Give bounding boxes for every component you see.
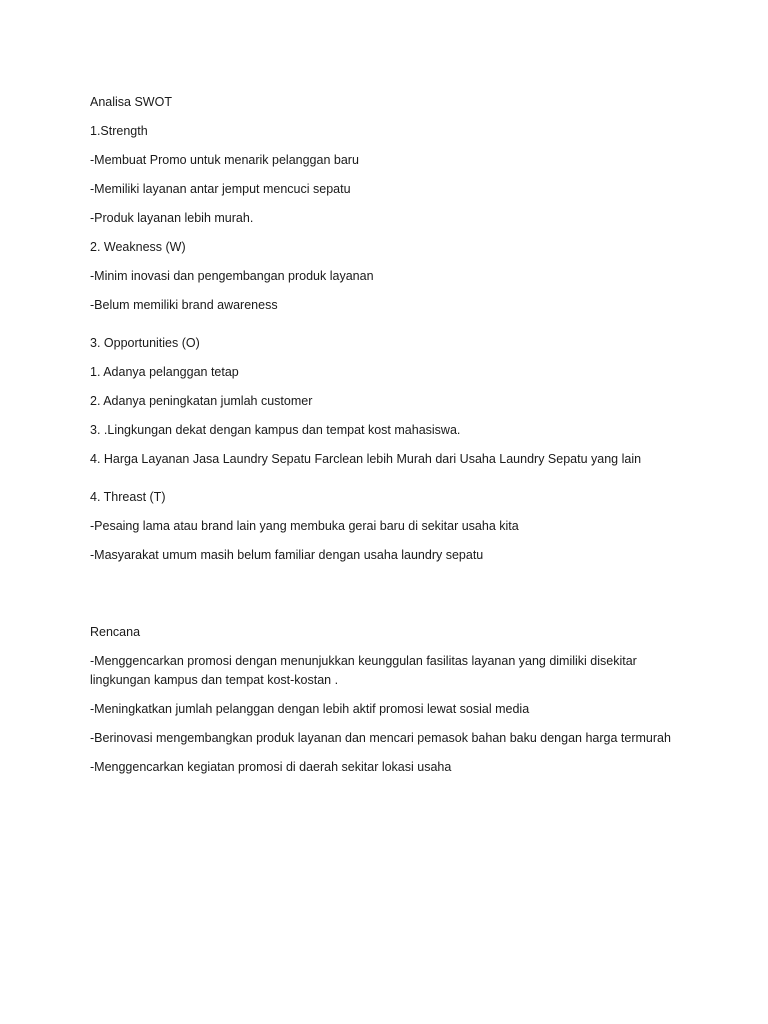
opportunities-heading: 3. Opportunities (O) <box>90 336 200 350</box>
document-title: Analisa SWOT <box>90 95 172 109</box>
threats-item: -Pesaing lama atau brand lain yang membuka gerai baru di sekitar usaha kita <box>90 519 519 533</box>
document-body <box>90 93 690 787</box>
opportunities-item: 4. Harga Layanan Jasa Laundry Sepatu Farclean lebih Murah dari Usaha Laundry Sepatu yang lain <box>90 452 642 466</box>
threats-item: -Masyarakat umum masih belum familiar dengan usaha laundry sepatu <box>90 548 484 562</box>
plan-item: -Berinovasi mengembangkan produk layanan dan mencari pemasok bahan baku dengan harga termurah <box>90 731 671 745</box>
plan-heading: Rencana <box>90 625 141 639</box>
opportunities-item: 3. .Lingkungan dekat dengan kampus dan tempat kost mahasiswa. <box>90 423 461 437</box>
weakness-item: -Belum memiliki brand awareness <box>90 298 278 312</box>
plan-item: -Menggencarkan promosi dengan menunjukkan keunggulan fasilitas layanan yang dimiliki disekitar lingkungan kampus dan tempat kost-kostan . <box>90 654 637 687</box>
threats-heading: 4. Threast (T) <box>90 490 166 504</box>
opportunities-item: 2. Adanya peningkatan jumlah customer <box>90 394 313 408</box>
opportunities-item: 1. Adanya pelanggan tetap <box>90 365 239 379</box>
weakness-item: -Minim inovasi dan pengembangan produk layanan <box>90 269 374 283</box>
plan-item: -Menggencarkan kegiatan promosi di daerah sekitar lokasi usaha <box>90 760 452 774</box>
plan-item: -Meningkatkan jumlah pelanggan dengan lebih aktif promosi lewat sosial media <box>90 702 530 716</box>
weakness-heading: 2. Weakness (W) <box>90 240 186 254</box>
strength-item: -Produk layanan lebih murah. <box>90 211 254 225</box>
strength-item: -Memiliki layanan antar jemput mencuci sepatu <box>90 182 351 196</box>
strength-item: -Membuat Promo untuk menarik pelanggan baru <box>90 153 359 167</box>
strength-heading: 1.Strength <box>90 124 148 138</box>
